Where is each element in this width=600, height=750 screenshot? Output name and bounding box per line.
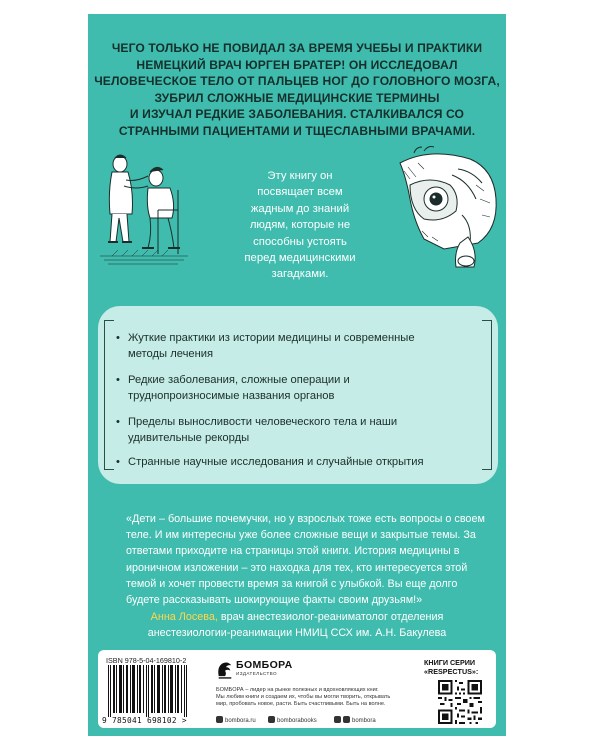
vk-icon bbox=[268, 716, 275, 723]
key-point-line: Странные научные исследования и случайные открытия bbox=[128, 456, 424, 468]
dedication-text bbox=[230, 168, 370, 283]
publisher-blurb-line: Мы любим книги и создаем их, чтобы вы могли творить, открывать bbox=[216, 694, 391, 701]
anatomical-head-illustration bbox=[392, 145, 500, 273]
review-line: будете рассказывать шокирующие факты своим друзьям!» bbox=[126, 594, 423, 607]
key-point-line: Пределы выносливости человеческого тела и наши bbox=[128, 416, 398, 428]
globe-icon bbox=[216, 716, 223, 723]
review-author bbox=[88, 609, 506, 625]
bullet-dot: • bbox=[116, 374, 120, 386]
review-line: темой и хочет провести время за книгой с улыбкой. Вы еще долго bbox=[126, 577, 458, 590]
dedication-line: людям, которые не bbox=[249, 219, 351, 232]
dedication-line: перед медицинскими bbox=[244, 252, 356, 265]
social-website[interactable]: bombora.ru bbox=[216, 716, 256, 724]
publisher-subtitle: ИЗДАТЕЛЬСТВО bbox=[236, 671, 277, 676]
key-point-line: удивительные рекорды bbox=[128, 432, 250, 445]
publisher-name: БОМБОРА bbox=[236, 659, 293, 671]
key-points-box bbox=[98, 306, 498, 484]
dedication-line: Эту книгу он bbox=[267, 170, 333, 182]
key-point-line: Жуткие практики из истории медицины и современные bbox=[128, 332, 415, 344]
intro-line: И ИЗУЧАЛ РЕДКИЕ ЗАБОЛЕВАНИЯ. СТАЛКИВАЛСЯ СО bbox=[129, 107, 465, 122]
review-line: «Дети – большие почемучки, но у взрослых тоже есть вопросы о своем bbox=[126, 513, 485, 525]
intro-line: СТРАННЫМИ ПАЦИЕНТАМИ И ТЩЕСЛАВНЫМИ ВРАЧАМИ. bbox=[118, 123, 476, 138]
review-quote bbox=[126, 511, 494, 608]
publisher-blurb bbox=[216, 687, 434, 709]
box-bracket-left bbox=[104, 320, 114, 470]
dedication-line: жадным до знаний bbox=[250, 202, 350, 215]
publisher-blurb-line: БОМБОРА – лидер на рынке полезных и вдохновляющих книг. bbox=[216, 687, 379, 693]
review-line: ответами приходите на страницы этой книги. История медицины в bbox=[126, 545, 460, 558]
review-author-org: анестезиологии-реанимации НМИЦ ССХ им. А.Н. Бакулева bbox=[147, 627, 447, 639]
review-author-role: врач анестезиолог-реаниматолог отделения bbox=[220, 611, 444, 623]
bullet-dot: • bbox=[116, 456, 120, 468]
bullet-dot: • bbox=[116, 332, 120, 344]
publisher-blurb-line: мир, пробовать новое, расти. Быть счастливыми. Быть на волне. bbox=[216, 701, 386, 708]
doctor-examining-patient-illustration bbox=[98, 150, 192, 272]
intro-line: ЗУБРИЛ СЛОЖНЫЕ МЕДИЦИНСКИЕ ТЕРМИНЫ bbox=[154, 90, 440, 105]
review-author-name: Анна Лосева, bbox=[150, 611, 218, 623]
telegram-icon bbox=[334, 716, 341, 723]
bombora-logo-icon bbox=[216, 656, 234, 680]
barcode bbox=[106, 665, 192, 717]
review-line: ироничном изложении – это находка для тех, кто интересуется этой bbox=[126, 561, 468, 574]
key-point bbox=[116, 330, 486, 362]
youtube-icon bbox=[343, 716, 350, 723]
key-point-line: труднопроизносимые названия органов bbox=[128, 390, 335, 403]
intro-line: ЧЕГО ТОЛЬКО НЕ ПОВИДАЛ ЗА ВРЕМЯ УЧЕБЫ И ПРАКТИКИ bbox=[111, 41, 483, 55]
isbn: ISBN 978-5-04-169810-2 bbox=[106, 656, 187, 665]
social-messenger[interactable]: bombora bbox=[334, 716, 376, 724]
footer-panel bbox=[98, 650, 496, 728]
bullet-dot: • bbox=[116, 416, 120, 428]
barcode-digits: 9 785041 698102 > bbox=[102, 716, 187, 725]
intro-line: ЧЕЛОВЕЧЕСКОЕ ТЕЛО ОТ ПАЛЬЦЕВ НОГ ДО ГОЛОВНОГО МОЗГА, bbox=[94, 74, 500, 89]
key-point bbox=[116, 372, 486, 404]
series-label: КНИГИ СЕРИИ «RESPECTUS»: bbox=[424, 658, 479, 676]
back-cover bbox=[88, 14, 506, 736]
key-point bbox=[116, 454, 486, 470]
key-point bbox=[116, 414, 486, 446]
dedication-line: посвящает всем bbox=[257, 186, 343, 199]
social-vk[interactable]: bomborabooks bbox=[268, 716, 317, 724]
intro-line: НЕМЕЦКИЙ ВРАЧ ЮРГЕН БРАТЕР! ОН ИССЛЕДОВАЛ bbox=[136, 57, 458, 72]
dedication-line: способны устоять bbox=[253, 235, 347, 248]
key-point-line: методы лечения bbox=[128, 348, 214, 361]
key-point-line: Редкие заболевания, сложные операции и bbox=[128, 374, 350, 386]
qr-code[interactable] bbox=[438, 680, 482, 724]
intro-text bbox=[88, 40, 506, 140]
dedication-line: загадками. bbox=[271, 268, 329, 281]
review-line: теле. И им интересны уже более сложные вещи и закрытые темы. За bbox=[126, 529, 476, 542]
